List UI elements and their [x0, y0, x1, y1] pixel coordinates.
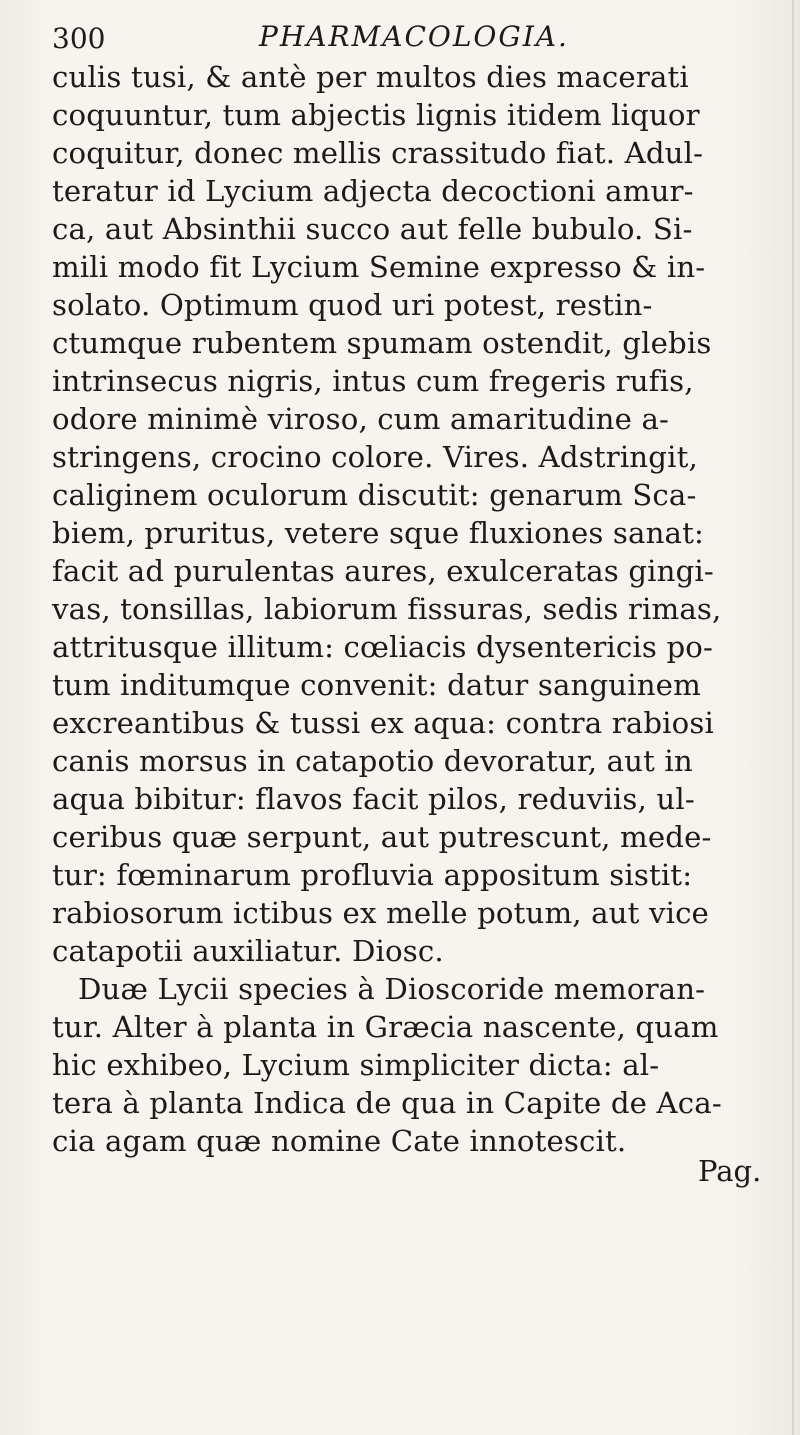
text-line: tum inditumque convenit: datur sanguinem [52, 668, 701, 702]
text-line: teratur id Lycium adjecta decoctioni amur- [52, 174, 694, 208]
text-line: mili modo fit Lycium Semine expresso & in- [52, 250, 706, 284]
text-line: catapotii auxiliatur. Diosc. [52, 934, 444, 968]
text-line: ca, aut Absinthii succo aut felle bubulo. Si- [52, 212, 693, 246]
text-line: facit ad purulentas aures, exulceratas gingi- [52, 554, 714, 588]
running-title: PHARMACOLOGIA. [259, 20, 569, 53]
text-line: ctumque rubentem spumam ostendit, glebis [52, 326, 712, 360]
text-line: intrinsecus nigris, intus cum fregeris rufis, [52, 364, 694, 398]
text-line: cia agam quæ nomine Cate innotescit. [52, 1124, 627, 1158]
text-line: Duæ Lycii species à Dioscoride memoran- [78, 972, 706, 1006]
page-number: 300 [52, 22, 106, 55]
page-edge [792, 0, 794, 1435]
text-line: stringens, crocino colore. Vires. Adstringit, [52, 440, 698, 474]
text-line: tur: fœminarum profluvia appositum sistit: [52, 858, 693, 892]
text-line: aqua bibitur: flavos facit pilos, reduviis, ul- [52, 782, 695, 816]
text-line: odore minimè viroso, cum amaritudine a- [52, 402, 670, 436]
text-line: caliginem oculorum discutit: genarum Sca- [52, 478, 697, 512]
text-line: excreantibus & tussi ex aqua: contra rabiosi [52, 706, 715, 740]
text-line: vas, tonsillas, labiorum fissuras, sedis rimas, [52, 592, 722, 626]
text-line: coquitur, donec mellis crassitudo fiat. Adul- [52, 136, 704, 170]
text-line: solato. Optimum quod uri potest, restin- [52, 288, 653, 322]
text-line: coquuntur, tum abjectis lignis itidem liquor [52, 98, 700, 132]
text-line: tur. Alter à planta in Græcia nascente, quam [52, 1010, 719, 1044]
text-line: canis morsus in catapotio devoratur, aut in [52, 744, 693, 778]
text-line: biem, pruritus, vetere sque fluxiones sanat: [52, 516, 704, 550]
text-line: tera à planta Indica de qua in Capite de Aca- [52, 1086, 722, 1120]
body-text [52, 58, 764, 1160]
text-line: culis tusi, & antè per multos dies macerati [52, 60, 689, 94]
catchword: Pag. [698, 1154, 762, 1188]
text-line: ceribus quæ serpunt, aut putrescunt, mede- [52, 820, 712, 854]
text-line: hic exhibeo, Lycium simpliciter dicta: al- [52, 1048, 660, 1082]
text-line: attritusque illitum: cœliacis dysentericis po- [52, 630, 714, 664]
text-line: rabiosorum ictibus ex melle potum, aut vice [52, 896, 709, 930]
